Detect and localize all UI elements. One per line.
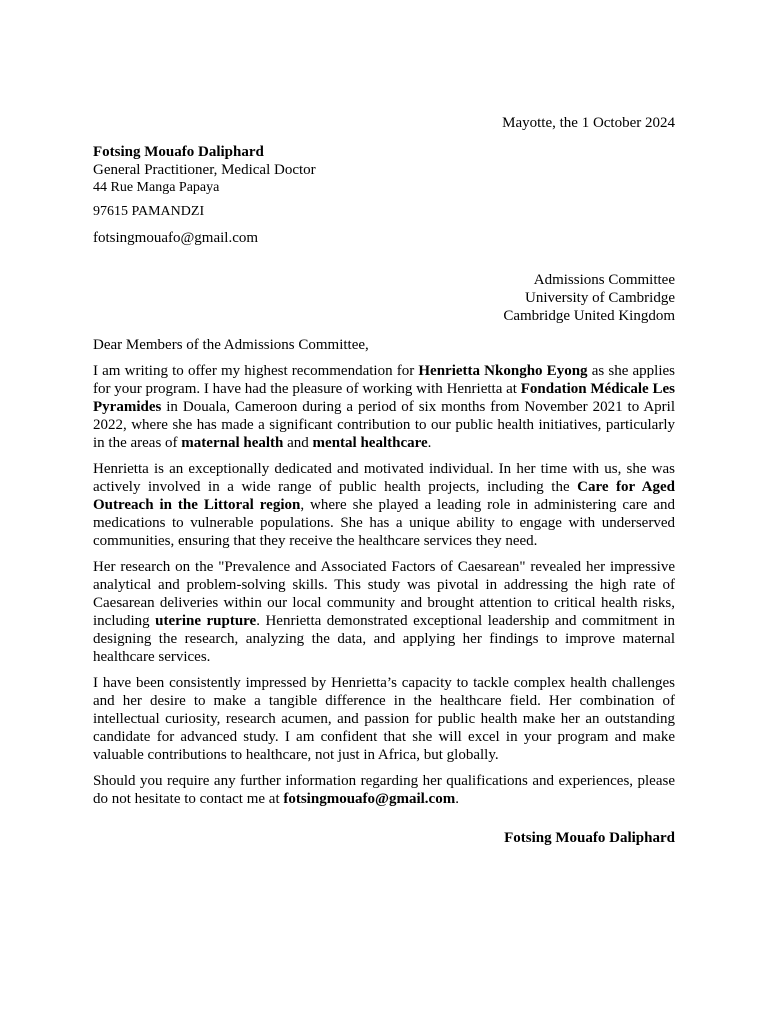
recipient-line-university: University of Cambridge [525,290,675,306]
text-run: I have been consistently impressed by Henrietta’s capacity to tackle complex health challenges and her desire to make a tangible difference in the healthcare field. Her combination of intellectual curiosity, research acumen, and passion for public health make her an outstanding candidate for advanced study. I am confident that she will excel in your program and make valuable contributions to healthcare, not just in Africa, but globally. [93,675,675,763]
text-run: Should you require any further information regarding her qualifications and experiences, please do not hesitate to contact me at [93,773,675,807]
organization-name: Fondation Médicale Les Pyramides [93,381,675,415]
recipient-line-location: Cambridge United Kingdom [503,308,675,324]
focus-area-mental: mental healthcare [312,435,428,451]
letter-page [93,114,675,847]
sender-name: Fotsing Mouafo Daliphard [93,144,264,160]
sender-city: 97615 PAMANDZI [93,204,205,219]
paragraph-dedication [93,460,675,550]
text-run: in Douala, Cameroon during a period of six months from November 2021 to April 2022, where she has made a significant contribution to our public health initiatives, particularly in the areas of [93,399,675,451]
sender-title: General Practitioner, Medical Doctor [93,162,316,178]
salutation: Dear Members of the Admissions Committee, [93,337,369,353]
text-run: . [455,791,459,807]
text-run: Her research on the "Prevalence and Associated Factors of Caesarean" revealed her impressive analytical and problem-solving skills. This study was pivotal in addressing the high rate of Caesarean deliveries within our local community and brought attention to critical health risks, including [93,559,675,629]
paragraph-endorsement [93,674,675,764]
text-run: . [427,435,432,451]
paragraph-introduction [93,362,675,452]
text-run: I am writing to offer my highest recommendation for [93,363,419,379]
text-run: Henrietta is an exceptionally dedicated and motivated individual. In her time with us, she was actively involved in a wide range of public health projects, including the [93,461,675,495]
contact-email: fotsingmouafo@gmail.com [283,791,456,807]
paragraph-research [93,558,675,666]
candidate-name: Henrietta Nkongho Eyong [418,363,588,379]
text-run: . Henrietta demonstrated exceptional leadership and commitment in designing the research, analyzing the data, and applying her findings to improve maternal healthcare services. [93,613,675,665]
recipient-line-committee: Admissions Committee [533,272,675,288]
focus-area-maternal: maternal health [181,435,284,451]
text-run: as she applies for your program. I have had the pleasure of working with Henrietta at [93,363,675,397]
project-name: Care for Aged Outreach in the Littoral region [93,479,675,513]
paragraph-contact [93,772,675,808]
recipient-block [93,271,675,325]
sender-email: fotsingmouafo@gmail.com [93,230,259,246]
sender-street: 44 Rue Manga Papaya [93,180,220,195]
health-risk-term: uterine rupture [155,613,257,629]
text-run: and [283,435,313,451]
sender-block [93,143,675,247]
letter-date: Mayotte, the 1 October 2024 [502,115,675,131]
signature: Fotsing Mouafo Daliphard [504,830,675,846]
text-run: , where she played a leading role in administering care and medications to vulnerable populations. She has a unique ability to engage with underserved communities, ensuring that they receive the healthcare services they need. [93,497,675,549]
